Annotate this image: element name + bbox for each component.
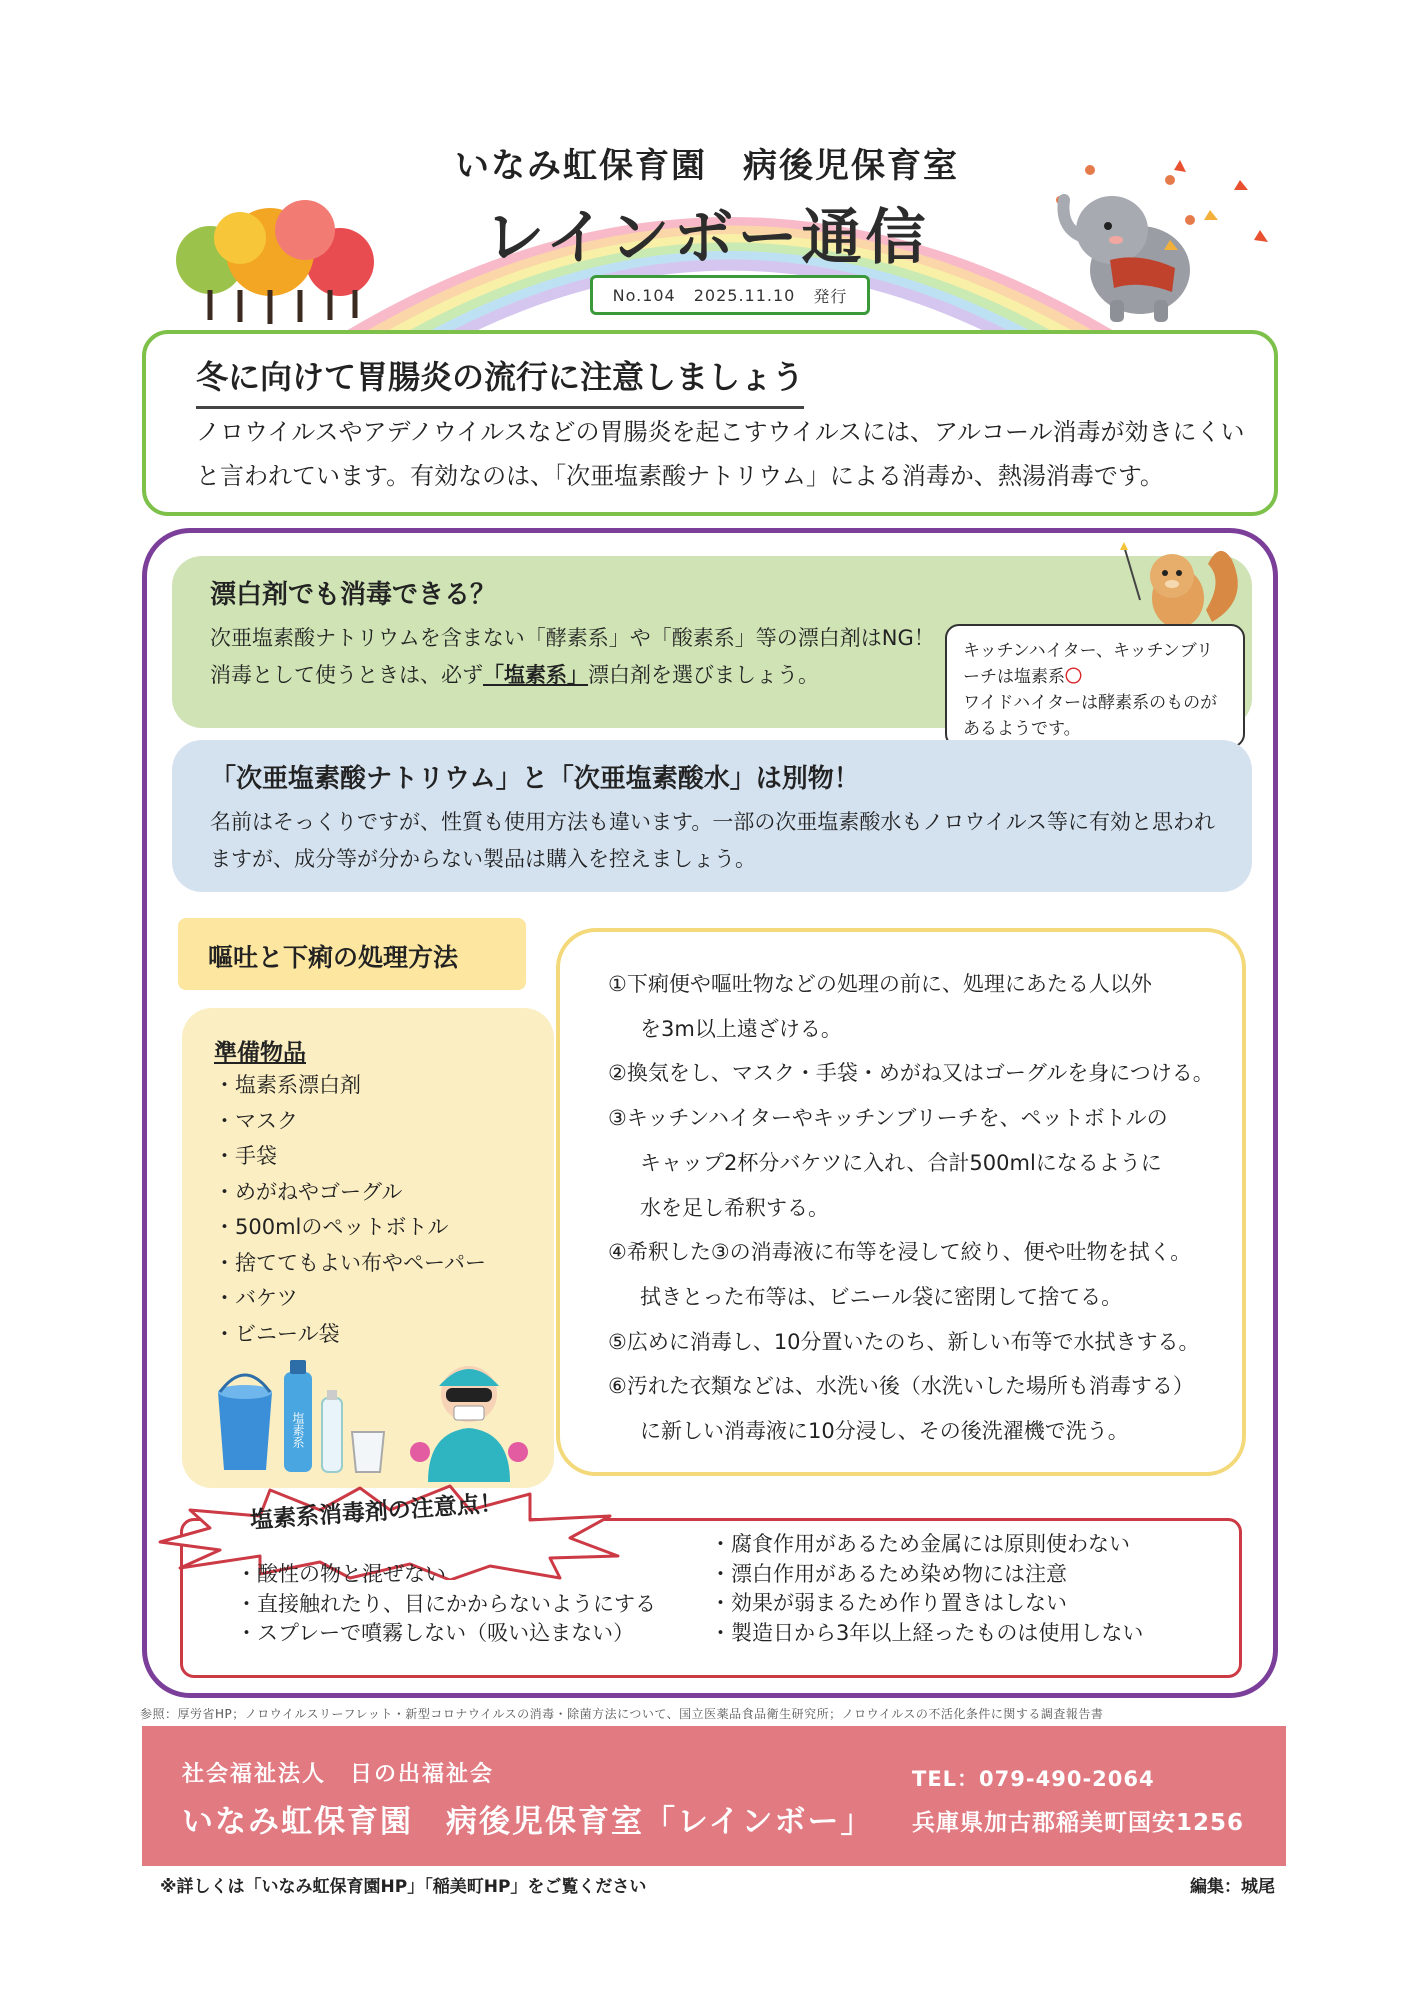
step-5: ⑤広めに消毒し、10分置いたのち、新しい布等で水拭きする。 — [608, 1329, 1200, 1354]
list-item: ・手袋 — [214, 1144, 277, 1168]
list-item: ・ビニール袋 — [214, 1321, 340, 1346]
step-4: ④希釈した③の消毒液に布等を浸して絞り、便や吐物を拭く。 — [608, 1240, 1192, 1265]
step-6-cont: に新しい消毒液に10分浸し、その後洗濯機で洗う。 — [640, 1419, 1129, 1444]
supplies-title: 準備物品 — [214, 1040, 306, 1066]
bleach-line-1: 次亜塩素酸ナトリウムを含まない「酵素系」や「酸素系」等の漂白剤はNG！ — [210, 626, 935, 650]
org-title: いなみ虹保育園 病後児保育室 — [455, 146, 959, 186]
list-item: ・バケツ — [214, 1286, 298, 1310]
step-6: ⑥汚れた衣類などは、水洗い後（水洗いした場所も消毒する） — [608, 1374, 1194, 1399]
references: 参照：厚労省HP；ノロウイルスリーフレット・新型コロナウイルスの消毒・除菌方法について、国立医薬品食品衛生研究所；ノロウイルスの不活化条件に関する調査報告書 — [140, 1707, 1104, 1721]
issue-date: 2025.11.10 — [693, 285, 796, 305]
footer-tel: TEL：079-490-2064 — [912, 1767, 1155, 1791]
list-item: ・製造日から3年以上経ったものは使用しない — [710, 1620, 1144, 1645]
list-item: ・漂白作用があるため染め物には注意 — [710, 1561, 1067, 1586]
squirrel-illustration — [1120, 540, 1250, 632]
callout-line-2: ワイドハイターは酵素系のものがあるようです。 — [963, 693, 1218, 739]
footer-address: 兵庫県加古郡稲美町国安1256 — [912, 1810, 1245, 1836]
chlorine-emphasis: 「塩素系」 — [483, 663, 588, 687]
list-item: ・500mlのペットボトル — [214, 1215, 449, 1239]
step-1: ①下痢便や嘔吐物などの処理の前に、処理にあたる人以外 — [608, 972, 1152, 996]
footer-org: 社会福祉法人 日の出福祉会 — [182, 1762, 495, 1787]
step-1-cont: を3m以上遠ざける。 — [640, 1016, 842, 1041]
footer-name: いなみ虹保育園 病後児保育室「レインボー」 — [182, 1804, 874, 1840]
circle-mark-icon: 〇 — [1065, 667, 1082, 687]
step-2: ②換気をし、マスク・手袋・めがね又はゴーグルを身につける。 — [608, 1061, 1214, 1086]
step-3-cont: キャップ2杯分バケツに入れ、合計500mlになるように — [640, 1150, 1162, 1175]
list-item: ・直接触れたり、目にかからないようにする — [236, 1591, 656, 1616]
issue-number: No.104 — [612, 285, 676, 305]
list-item: ・めがねやゴーグル — [214, 1179, 403, 1204]
newsletter-title: レインボー通信 — [484, 203, 930, 273]
different-body: 名前はそっくりですが、性質も使用方法も違います。一部の次亜塩素酸水もノロウイルス等に有効と思われますが、成分等が分からない製品は購入を控えましょう。 — [210, 810, 1216, 871]
different-title: 「次亜塩素酸ナトリウム」と「次亜塩素酸水」は別物！ — [210, 764, 860, 794]
bleach-callout — [945, 624, 1245, 748]
bleach-line-2-pre: 消毒として使うときは、必ず — [210, 663, 483, 687]
supplies-list — [214, 1068, 486, 1352]
bottle-label: 塩素系 — [291, 1412, 305, 1448]
step-4-cont: 拭きとった布等は、ビニール袋に密閉して捨てる。 — [640, 1284, 1123, 1309]
step-3-cont: 水を足し希釈する。 — [640, 1195, 829, 1220]
callout-line-1: キッチンハイター、キッチンブリーチは塩素系 — [963, 641, 1214, 687]
list-item: ・スプレーで噴霧しない（吸い込まない） — [236, 1621, 635, 1645]
list-item: ・捨ててもよい布やペーパー — [214, 1250, 486, 1275]
footer-editor: 編集：城尾 — [1190, 1877, 1275, 1897]
cleaning-supplies-illustration — [214, 1352, 544, 1482]
bleach-title: 漂白剤でも消毒できる？ — [210, 580, 497, 610]
list-item: ・効果が弱まるため作り置きはしない — [710, 1591, 1067, 1615]
list-item: ・マスク — [214, 1108, 298, 1133]
list-item: ・酸性の物と混ぜない — [236, 1562, 446, 1586]
bleach-line-2-post: 漂白剤を選びましょう。 — [588, 663, 819, 687]
issue-suffix: 発行 — [813, 286, 848, 306]
caution-title: 塩素系消毒剤の注意点！ — [249, 1490, 504, 1534]
procedure-steps — [608, 962, 1238, 1454]
caution-list-right — [710, 1530, 1143, 1648]
bleach-body — [210, 620, 935, 694]
treatment-title: 嘔吐と下痢の処理方法 — [208, 943, 459, 972]
footer-note: ※詳しくは「いなみ虹保育園HP」「稲美町HP」をご覧ください — [160, 1877, 647, 1897]
intro-title: 冬に向けて胃腸炎の流行に注意しましょう — [196, 352, 804, 409]
issue-info — [590, 275, 870, 315]
bleach-line-2 — [210, 657, 935, 694]
list-item: ・塩素系漂白剤 — [214, 1073, 361, 1097]
header — [0, 0, 1414, 330]
list-item: ・腐食作用があるため金属には原則使わない — [710, 1532, 1130, 1556]
step-3: ③キッチンハイターやキッチンブリーチを、ペットボトルの — [608, 1106, 1168, 1131]
caution-list-left — [236, 1560, 656, 1649]
intro-body: ノロウイルスやアデノウイルスなどの胃腸炎を起こすウイルスには、アルコール消毒が効きにくいと言われています。有効なのは、「次亜塩素酸ナトリウム」による消毒か、熱湯消毒です。 — [196, 418, 1245, 490]
